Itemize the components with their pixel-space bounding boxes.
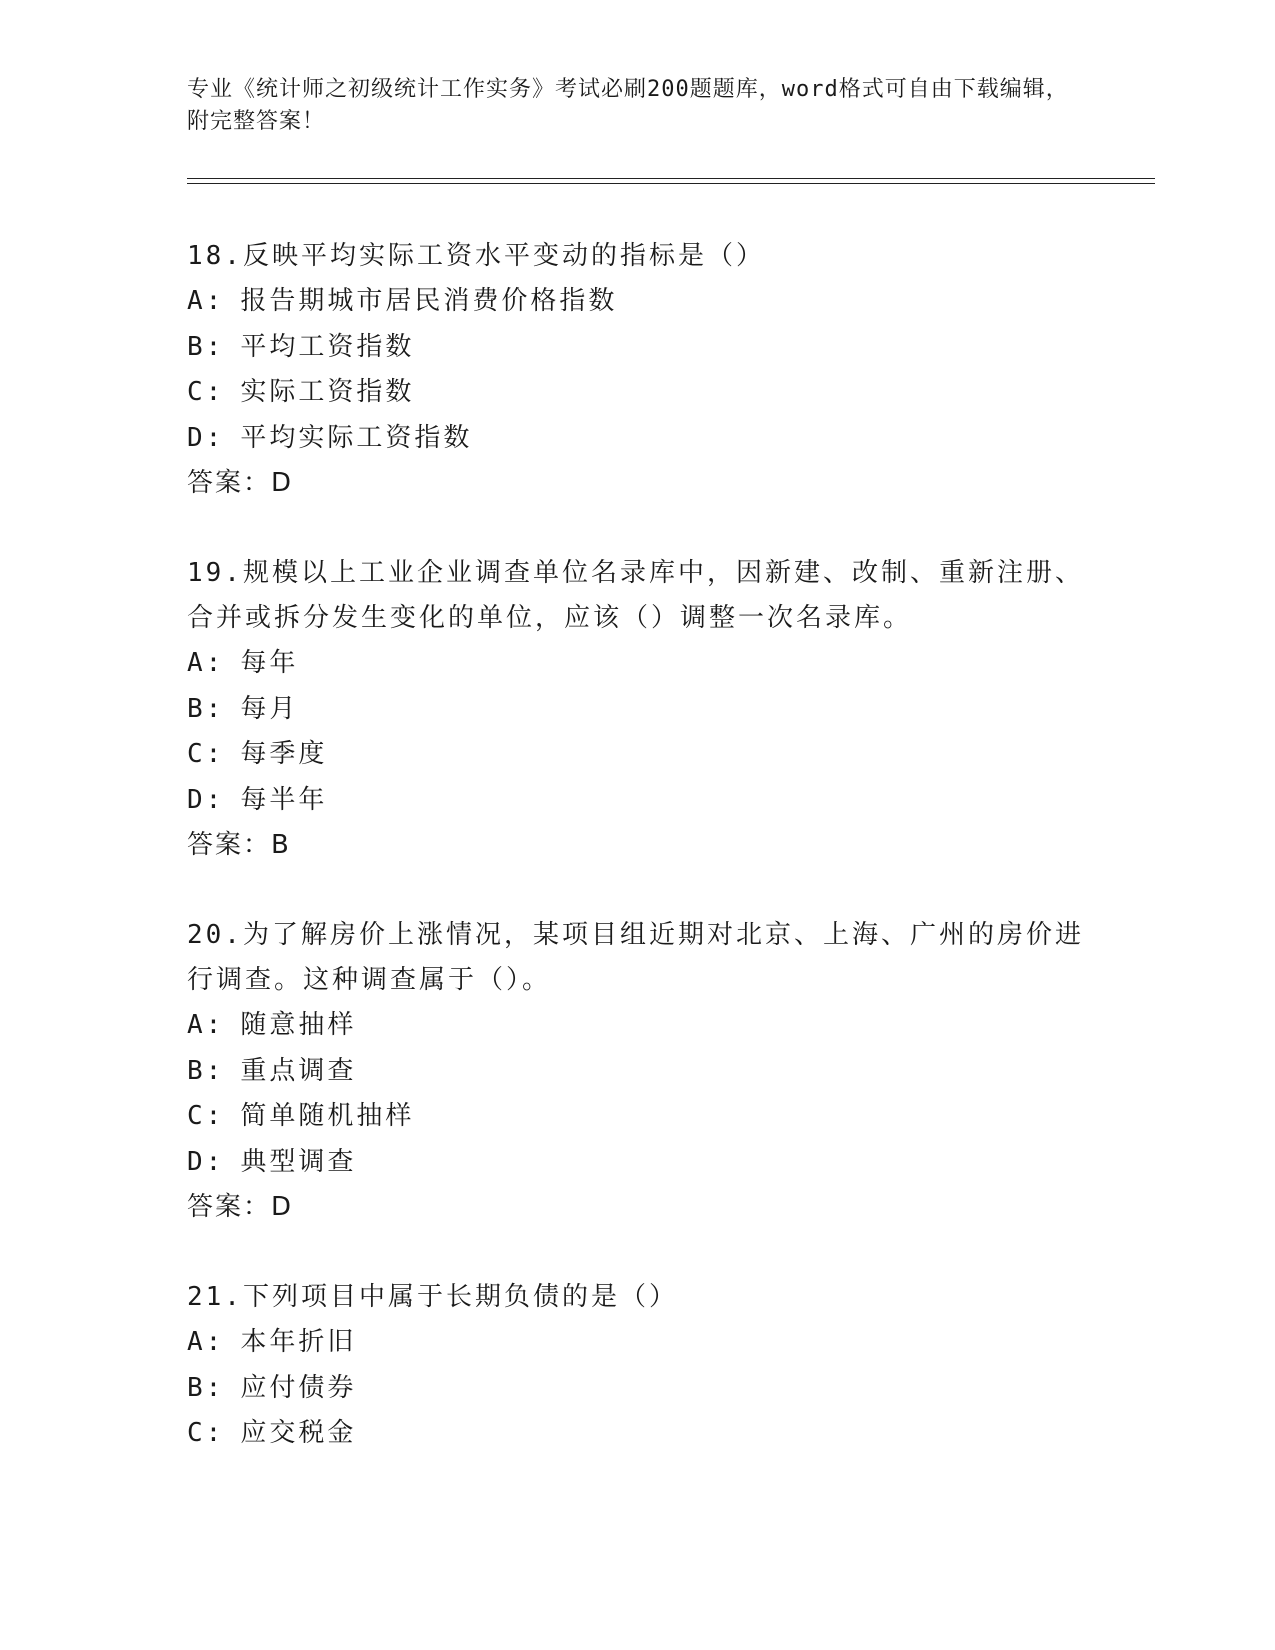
document-header: 专业《统计师之初级统计工作实务》考试必刷200题题库，word格式可自由下载编辑，附完整答案！	[187, 77, 1069, 134]
option-text: 典型调查	[240, 1146, 357, 1177]
option-letter: A:	[187, 1010, 225, 1040]
question-stem: 21.下列项目中属于长期负债的是（）	[187, 1282, 678, 1312]
question-20	[187, 913, 1087, 1230]
option-text: 报告期城市居民消费价格指数	[240, 286, 618, 316]
answer-line: 答案：D	[187, 468, 294, 498]
question-19	[187, 551, 1087, 868]
option-letter: A:	[187, 648, 225, 678]
option-text: 每年	[240, 648, 299, 678]
option-b	[187, 687, 1087, 733]
option-d	[187, 416, 1087, 462]
option-letter: C:	[187, 739, 225, 769]
option-text: 每月	[240, 693, 299, 724]
option-letter: A:	[187, 286, 225, 316]
question-21	[187, 1275, 1087, 1457]
option-c	[187, 370, 1087, 416]
option-letter: C:	[187, 1101, 225, 1131]
header-divider-top	[187, 178, 1155, 179]
option-text: 本年折旧	[240, 1327, 357, 1357]
option-letter: D:	[187, 1146, 225, 1177]
option-a	[187, 279, 1087, 325]
question-18	[187, 234, 1087, 506]
answer-line: 答案：B	[187, 830, 291, 860]
option-letter: B:	[187, 331, 225, 362]
option-text: 每半年	[240, 784, 328, 815]
option-text: 实际工资指数	[240, 377, 415, 407]
option-a	[187, 1320, 1087, 1366]
question-stem: 19.规模以上工业企业调查单位名录库中，因新建、改制、重新注册、合并或拆分发生变化的单位，应该（）调整一次名录库。	[187, 558, 1084, 633]
question-list	[187, 234, 1087, 1502]
option-text: 平均工资指数	[240, 331, 415, 362]
header-divider-bottom	[187, 183, 1155, 184]
option-b	[187, 325, 1087, 371]
answer-line: 答案：D	[187, 1192, 294, 1222]
option-a	[187, 641, 1087, 687]
option-d	[187, 1140, 1087, 1186]
option-text: 每季度	[240, 739, 328, 769]
option-a	[187, 1003, 1087, 1049]
option-text: 平均实际工资指数	[240, 422, 473, 453]
option-b	[187, 1049, 1087, 1095]
option-text: 应交税金	[240, 1418, 357, 1448]
option-letter: C:	[187, 377, 225, 407]
option-c	[187, 1411, 1087, 1457]
option-c	[187, 732, 1087, 778]
question-stem: 18.反映平均实际工资水平变动的指标是（）	[187, 241, 765, 271]
option-letter: B:	[187, 1055, 225, 1086]
option-text: 简单随机抽样	[240, 1101, 415, 1131]
option-d	[187, 778, 1087, 824]
question-stem: 20.为了解房价上涨情况，某项目组近期对北京、上海、广州的房价进行调查。这种调查属于（）。	[187, 920, 1084, 995]
option-c	[187, 1094, 1087, 1140]
option-letter: C:	[187, 1418, 225, 1448]
option-letter: B:	[187, 1372, 225, 1403]
option-text: 随意抽样	[240, 1010, 357, 1040]
option-letter: A:	[187, 1327, 225, 1357]
option-text: 重点调查	[240, 1055, 357, 1086]
option-b	[187, 1366, 1087, 1412]
option-text: 应付债券	[240, 1372, 357, 1403]
option-letter: B:	[187, 693, 225, 724]
option-letter: D:	[187, 422, 225, 453]
option-letter: D:	[187, 784, 225, 815]
